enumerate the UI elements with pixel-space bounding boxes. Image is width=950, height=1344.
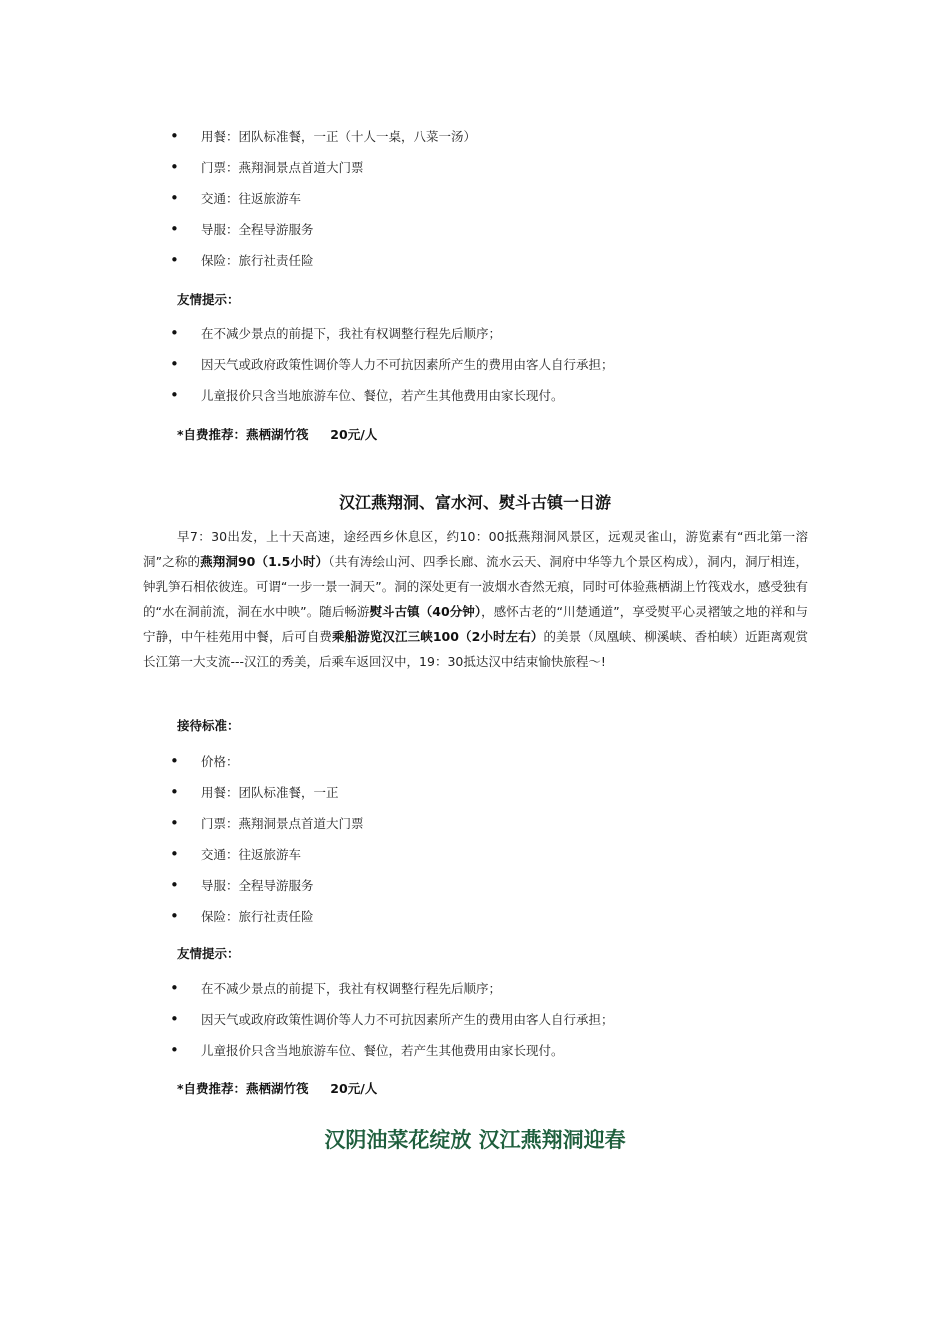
itinerary-paragraph	[143, 524, 808, 674]
tips-list-1	[170, 318, 810, 411]
tips-label: 友情提示：	[177, 946, 240, 961]
list-item: • 交通：往返旅游车	[170, 183, 810, 214]
self-pay-recommendation: *自费推荐：燕栖湖竹筏 20元/人	[177, 1081, 378, 1096]
standard-label: 接待标准：	[177, 718, 240, 733]
tips-list-2	[170, 973, 810, 1066]
list-item: • 导服：全程导游服务	[170, 870, 810, 901]
list-item: • 在不减少景点的前提下，我社有权调整行程先后顺序；	[170, 318, 810, 349]
list-item: • 交通：往返旅游车	[170, 839, 810, 870]
service-list-1	[170, 121, 810, 276]
tips-label: 友情提示：	[177, 292, 240, 307]
itinerary-text: 的美景（凤凰峡、柳溪峡、香柏峡）近距离观赏长江第一大支流---汉江的秀美，后乘车返回汉中，19：30抵达汉中结束愉快旅程～!	[143, 629, 808, 669]
list-item: • 导服：全程导游服务	[170, 214, 810, 245]
itinerary-highlight: 燕翔洞90（1.5小时）	[200, 554, 329, 569]
list-item: • 儿童报价只含当地旅游车位、餐位，若产生其他费用由家长现付。	[170, 380, 810, 411]
list-item: • 儿童报价只含当地旅游车位、餐位，若产生其他费用由家长现付。	[170, 1035, 810, 1066]
tour-title: 汉江燕翔洞、富水河、熨斗古镇一日游	[338, 493, 611, 512]
list-item: • 用餐：团队标准餐，一正	[170, 777, 810, 808]
itinerary-highlight: 熨斗古镇（40分钟）	[369, 604, 482, 619]
list-item: • 用餐：团队标准餐，一正（十人一桌，八菜一汤）	[170, 121, 810, 152]
itinerary-text: （共有涛绘山河、四季长廊、流水云天、洞府中华等九个景区构成），洞内，洞厅相连，钟乳笋石相依彼连。可谓“一步一景一洞天”。洞的深处更有一波烟水杳然无痕，同时可体验燕栖湖上竹筏戏水，感受独有的“水在洞前流，洞在水中映”。随后畅游	[143, 554, 808, 619]
list-item: • 保险：旅行社责任险	[170, 901, 810, 932]
list-item: • 因天气或政府政策性调价等人力不可抗因素所产生的费用由客人自行承担；	[170, 349, 810, 380]
list-item: • 门票：燕翔洞景点首道大门票	[170, 152, 810, 183]
itinerary-highlight: 乘船游览汉江三峡100（2小时左右）	[332, 629, 544, 644]
list-item: • 因天气或政府政策性调价等人力不可抗因素所产生的费用由客人自行承担；	[170, 1004, 810, 1035]
itinerary-text: 早7：30出发，上十天高速，途经西乡休息区，约10：00抵燕翔洞风景区，远观灵雀山，游览素有“西北第一溶洞”之称的	[143, 529, 808, 569]
itinerary-text: ，感怀古老的“川楚通道”，享受熨平心灵褶皱之地的祥和与宁静，中午桂苑用中餐，后可自费	[143, 604, 809, 644]
service-list-2	[170, 746, 810, 932]
list-item: • 在不减少景点的前提下，我社有权调整行程先后顺序；	[170, 973, 810, 1004]
list-item: • 门票：燕翔洞景点首道大门票	[170, 808, 810, 839]
self-pay-recommendation: *自费推荐：燕栖湖竹筏 20元/人	[177, 427, 378, 442]
tour-title-green: 汉阴油菜花绽放 汉江燕翔洞迎春	[324, 1128, 626, 1152]
list-item: • 价格：	[170, 746, 810, 777]
list-item: • 保险：旅行社责任险	[170, 245, 810, 276]
